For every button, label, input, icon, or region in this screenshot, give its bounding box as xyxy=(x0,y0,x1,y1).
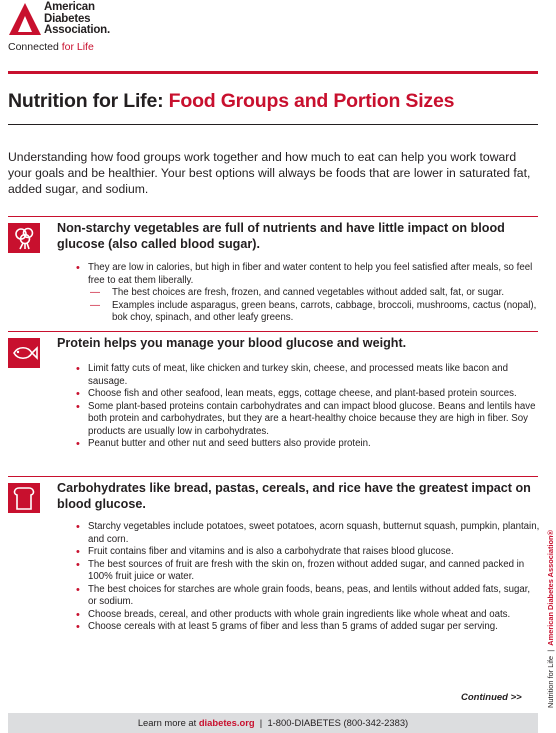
phone-number[interactable]: 1-800-DIABETES (800-342-2383) xyxy=(267,717,409,728)
list-item: • Choose breads, cereal, and other products with whole grain ingredients like whole wheat and oats. xyxy=(74,609,540,622)
list-item: • The best choices for starches are whole grain foods, beans, peas, and lentils without added fats, sugar, or sodium. xyxy=(74,584,540,609)
list-item: • The best sources of fruit are fresh with the skin on, frozen without added sugar, and canned packed in 100% fruit juice or water. xyxy=(74,559,540,584)
list-item: • Some plant-based proteins contain carbohydrates and can impact blood glucose. Beans and lentils have both protein and carbohydrates, but they are a heart-healthy choice because they are high in fiber. Soy products are usually low in carbohydrates. xyxy=(74,401,540,439)
section-heading: Protein helps you manage your blood glucose and weight. xyxy=(57,336,407,350)
bullet-list xyxy=(74,363,540,451)
list-subitem: — The best choices are fresh, frozen, and canned vegetables without added salt, fat, or sugar. xyxy=(74,287,540,300)
side-text-program: Nutrition for Life xyxy=(546,655,555,708)
side-credit xyxy=(544,528,556,708)
org-name: American Diabetes Association. xyxy=(44,1,110,36)
list-item: • Fruit contains fiber and vitamins and is also a carbohydrate that raises blood glucose. xyxy=(74,546,540,559)
footer-divider: | xyxy=(259,717,263,728)
fish-icon xyxy=(8,338,40,368)
side-text-org: American Diabetes Association® xyxy=(546,530,555,646)
page-title: Nutrition for Life: Food Groups and Portion Sizes xyxy=(8,90,455,112)
bullet-list xyxy=(74,521,540,634)
bread-icon xyxy=(8,483,40,513)
continued-link[interactable]: Continued >> xyxy=(461,692,522,703)
section-separator xyxy=(8,216,538,217)
broccoli-icon xyxy=(8,223,40,253)
list-item: • Limit fatty cuts of meat, like chicken and turkey skin, cheese, and processed meats like bacon and sausage. xyxy=(74,363,540,388)
side-divider: | xyxy=(546,649,555,652)
section-heading: Carbohydrates like bread, pastas, cereals, and rice have the greatest impact on blood glucose. xyxy=(57,481,531,511)
ada-logo[interactable] xyxy=(6,2,206,52)
footer-bar xyxy=(8,713,538,733)
website-link[interactable]: diabetes.org xyxy=(198,717,255,728)
intro-paragraph: Understanding how food groups work together and how much to eat can help you work toward your goals and be healthier. Your best options will always be foods that are lower in saturated fat, added sugar, and sodium. xyxy=(8,150,531,196)
logo-triangle-icon xyxy=(8,2,42,36)
list-item: • Peanut butter and other nut and seed butters also provide protein. xyxy=(74,438,540,451)
list-item: • They are low in calories, but high in fiber and water content to help you feel satisfied after meals, so feel free to eat them liberally. xyxy=(74,262,540,287)
list-item: • Choose cereals with at least 5 grams of fiber and less than 5 grams of added sugar per serving. xyxy=(74,621,540,634)
section-separator xyxy=(8,331,538,332)
list-item: • Starchy vegetables include potatoes, sweet potatoes, acorn squash, butternut squash, pumpkin, plantain, and corn. xyxy=(74,521,540,546)
list-item: • Choose fish and other seafood, lean meats, eggs, cottage cheese, and plant-based protein sources. xyxy=(74,388,540,401)
title-rule xyxy=(8,124,538,125)
section-separator xyxy=(8,476,538,477)
tagline: Connected for Life xyxy=(8,41,94,53)
footer-prefix: Learn more at xyxy=(137,717,199,728)
top-rule xyxy=(8,71,538,74)
list-subitem: — Examples include asparagus, green beans, carrots, cabbage, broccoli, mushrooms, cactus (nopal), bok choy, spinach, and other leafy greens. xyxy=(74,300,540,325)
section-heading: Non-starchy vegetables are full of nutrients and have little impact on blood glucose (also called blood sugar). xyxy=(57,221,505,251)
bullet-list xyxy=(74,262,540,325)
